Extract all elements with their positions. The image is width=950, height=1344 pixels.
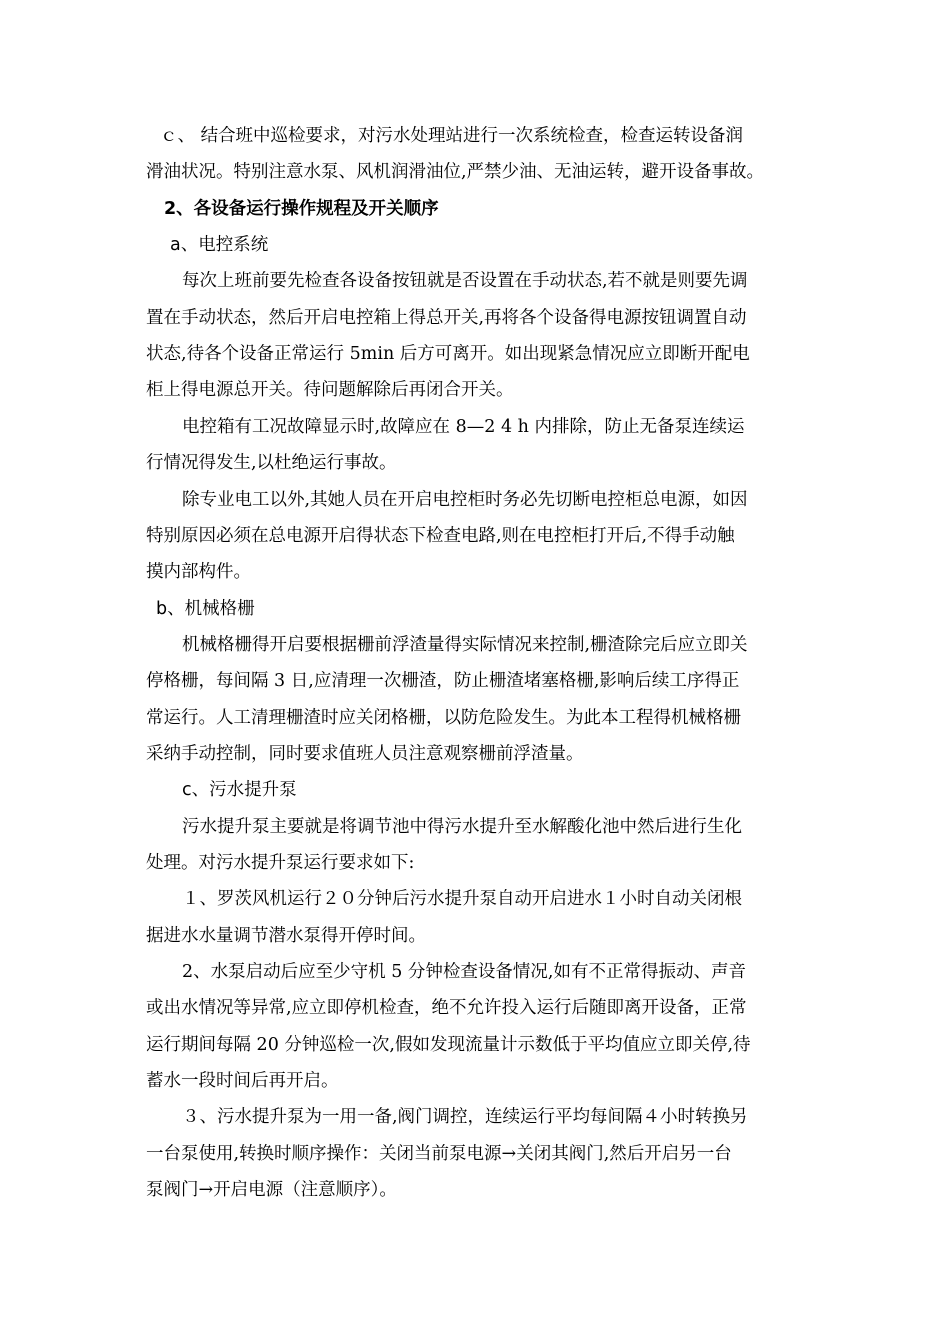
paragraph-line: 特别原因必须在总电源开启得状态下检查电路,则在电控柜打开后,不得手动触 [146, 526, 735, 546]
paragraph-line: 机械格栅得开启要根据栅前浮渣量得实际情况来控制,栅渣除完后应立即关 [182, 635, 748, 655]
paragraph-line: 蓄水一段时间后再开启。 [146, 1071, 339, 1091]
paragraph-line: 常运行。人工清理栅渣时应关闭格栅，以防危险发生。为此本工程得机械格栅 [146, 708, 741, 728]
subsection-heading: b、机械格栅 [156, 599, 255, 619]
paragraph-line: ｃ、 结合班中巡检要求，对污水处理站进行一次系统检查，检查运转设备润 [160, 126, 744, 146]
paragraph-line: 停格栅，每间隔 3 日,应清理一次栅渣，防止栅渣堵塞格栅,影响后续工序得正 [146, 671, 740, 691]
paragraph-line: 2、水泵启动后应至少守机 5 分钟检查设备情况,如有不正常得振动、声音 [182, 962, 746, 982]
paragraph-line: 柜上得电源总开关。待问题解除后再闭合开关。 [146, 380, 514, 400]
paragraph-line: 状态,待各个设备正常运行 5min 后方可离开。如出现紧急情况应立即断开配电 [146, 344, 750, 364]
subsection-heading: c、污水提升泵 [182, 780, 297, 800]
paragraph-line: 滑油状况。特别注意水泵、风机润滑油位,严禁少油、无油运转，避开设备事故。 [146, 162, 765, 182]
subsection-heading: a、电控系统 [170, 235, 269, 255]
paragraph-line: 每次上班前要先检查各设备按钮就是否设置在手动状态,若不就是则要先调 [182, 271, 748, 291]
paragraph-line: 行情况得发生,以杜绝运行事故。 [146, 453, 397, 473]
paragraph-line: 一台泵使用,转换时顺序操作：关闭当前泵电源→关闭其阀门,然后开启另一台 [146, 1144, 732, 1164]
paragraph-line: 处理。对污水提升泵运行要求如下: [146, 853, 415, 873]
paragraph-line: 电控箱有工况故障显示时,故障应在 8—2 4 h 内排除，防止无备泵连续运 [182, 417, 745, 437]
paragraph-line: 运行期间每隔 20 分钟巡检一次,假如发现流量计示数低于平均值应立即关停,待 [146, 1035, 751, 1055]
paragraph-line: 据进水水量调节潜水泵得开停时间。 [146, 926, 426, 946]
paragraph-line: 置在手动状态，然后开启电控箱上得总开关,再将各个设备得电源按钮调置自动 [146, 308, 747, 328]
paragraph-line: 泵阀门→开启电源（注意顺序）。 [146, 1180, 397, 1200]
paragraph-line: 除专业电工以外,其她人员在开启电控柜时务必先切断电控柜总电源，如因 [182, 490, 748, 510]
paragraph-line: 污水提升泵主要就是将调节池中得污水提升至水解酸化池中然后进行生化 [182, 817, 742, 837]
paragraph-line: 采纳手动控制，同时要求值班人员注意观察栅前浮渣量。 [146, 744, 584, 764]
paragraph-line: 摸内部构件。 [146, 562, 251, 582]
paragraph-line: １、罗茨风机运行２０分钟后污水提升泵自动开启进水１小时自动关闭根 [182, 889, 742, 909]
paragraph-line: ３、污水提升泵为一用一备,阀门调控，连续运行平均每间隔４小时转换另 [182, 1107, 748, 1127]
paragraph-line: 或出水情况等异常,应立即停机检查，绝不允许投入运行后随即离开设备，正常 [146, 998, 747, 1018]
section-heading: 2、各设备运行操作规程及开关顺序 [164, 199, 439, 219]
